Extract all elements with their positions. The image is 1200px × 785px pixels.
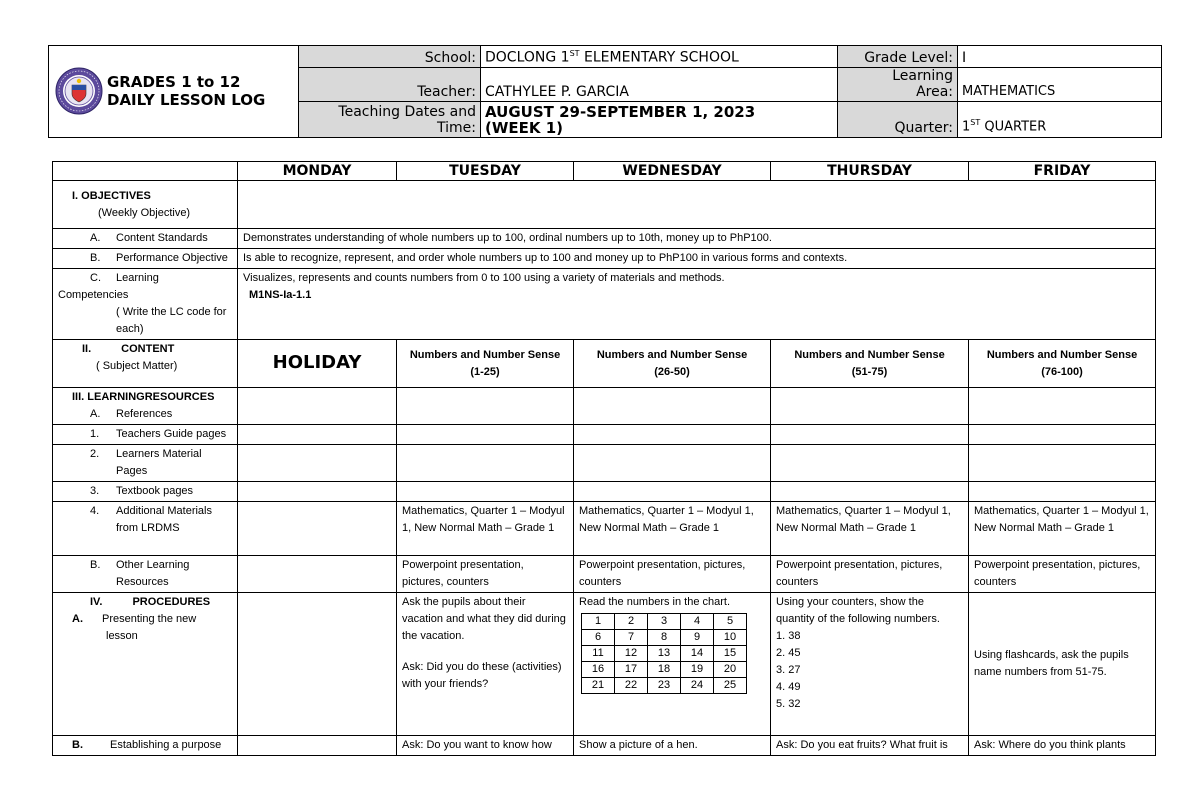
establishing-purpose-label: B. Establishing a purpose — [53, 736, 238, 756]
content-friday: Numbers and Number Sense (76-100) — [969, 340, 1156, 388]
establishing-purpose-tuesday: Ask: Do you want to know how — [397, 736, 574, 756]
objectives-sub: (Weekly Objective) — [98, 206, 191, 219]
content-standards-value: Demonstrates understanding of whole numbers up to 100, ordinal numbers up to 10th, money up to PhP100. — [238, 229, 1156, 249]
deped-seal-icon — [55, 67, 103, 115]
presenting-tuesday: Ask the pupils about their vacation and what they did during the vacation. Ask: Did you do these (activities) with your friends? — [397, 593, 574, 736]
teaching-dates-value: AUGUST 29-SEPTEMBER 1, 2023 (WEEK 1) — [481, 101, 838, 137]
textbook-pages-row — [53, 482, 1156, 502]
content-heading-cell: II. CONTENT ( Subject Matter) — [53, 340, 238, 388]
learning-resources-label: III. LEARNINGRESOURCES A. References — [53, 388, 238, 425]
quarter-label: Quarter: — [838, 101, 958, 137]
content-standards-label: A. Content Standards — [53, 229, 238, 249]
other-resources-tuesday: Powerpoint presentation, pictures, counters — [397, 556, 574, 593]
header-table — [48, 45, 1162, 138]
performance-objective-row — [53, 249, 1156, 269]
other-resources-label: B. Other Learning Resources — [53, 556, 238, 593]
procedures-presenting-row — [53, 593, 1156, 736]
lesson-log-table — [52, 161, 1156, 756]
procedures-label: IV. PROCEDURES A. Presenting the new lesson — [53, 593, 238, 736]
content-wednesday: Numbers and Number Sense (26-50) — [574, 340, 771, 388]
learners-material-label: 2. Learners Material Pages — [53, 445, 238, 482]
presenting-thursday: Using your counters, show the quantity of the following numbers. 1. 38 2. 45 3. 27 4. 49 5. 32 — [771, 593, 969, 736]
header-title-line1: GRADES 1 to 12 — [107, 73, 241, 92]
learners-material-row — [53, 445, 1156, 482]
textbook-pages-label: 3. Textbook pages — [53, 482, 238, 502]
day-friday: FRIDAY — [969, 162, 1156, 181]
header-title-line2: DAILY LESSON LOG — [107, 91, 266, 110]
header-title-cell — [49, 46, 299, 138]
additional-materials-thursday: Mathematics, Quarter 1 – Modyul 1, New Normal Math – Grade 1 — [771, 502, 969, 556]
additional-materials-friday: Mathematics, Quarter 1 – Modyul 1, New Normal Math – Grade 1 — [969, 502, 1156, 556]
numbers-chart: 1 2 3 4 5 6 7 8 9 10 11 12 13 14 15 16 17 18 19 20 21 22 23 24 25 — [581, 613, 747, 694]
additional-materials-label: 4. Additional Materials from LRDMS — [53, 502, 238, 556]
presenting-friday: Using flashcards, ask the pupils name numbers from 51-75. — [969, 593, 1156, 736]
day-header-row — [53, 162, 1156, 181]
objectives-row — [53, 181, 1156, 229]
other-resources-row — [53, 556, 1156, 593]
establishing-purpose-thursday: Ask: Do you eat fruits? What fruit is — [771, 736, 969, 756]
teacher-label: Teacher: — [299, 67, 481, 101]
performance-objective-label: B. Performance Objective — [53, 249, 238, 269]
content-row — [53, 340, 1156, 388]
other-resources-wednesday: Powerpoint presentation, pictures, counters — [574, 556, 771, 593]
additional-materials-tuesday: Mathematics, Quarter 1 – Modyul 1, New Normal Math – Grade 1 — [397, 502, 574, 556]
learning-competencies-value: Visualizes, represents and counts numbers from 0 to 100 using a variety of materials and methods. M1NS-Ia-1.1 — [238, 269, 1156, 340]
establishing-purpose-row — [53, 736, 1156, 756]
day-tuesday: TUESDAY — [397, 162, 574, 181]
day-thursday: THURSDAY — [771, 162, 969, 181]
grade-level-label: Grade Level: — [838, 46, 958, 68]
teachers-guide-row — [53, 425, 1156, 445]
day-wednesday: WEDNESDAY — [574, 162, 771, 181]
learning-area-label: Learning Area: — [838, 67, 958, 101]
lc-code: M1NS-Ia-1.1 — [249, 289, 312, 301]
quarter-value: 1ST QUARTER — [958, 101, 1162, 137]
other-resources-friday: Powerpoint presentation, pictures, counters — [969, 556, 1156, 593]
learning-resources-row — [53, 388, 1156, 425]
content-tuesday: Numbers and Number Sense (1-25) — [397, 340, 574, 388]
additional-materials-row — [53, 502, 1156, 556]
presenting-monday — [238, 593, 397, 736]
content-thursday: Numbers and Number Sense (51-75) — [771, 340, 969, 388]
establishing-purpose-friday: Ask: Where do you think plants — [969, 736, 1156, 756]
school-value: DOCLONG 1ST ELEMENTARY SCHOOL — [481, 46, 838, 68]
teachers-guide-label: 1. Teachers Guide pages — [53, 425, 238, 445]
objectives-heading-cell — [53, 181, 238, 229]
learning-competencies-row — [53, 269, 1156, 340]
objectives-heading: I. OBJECTIVES — [72, 189, 151, 202]
other-resources-thursday: Powerpoint presentation, pictures, counters — [771, 556, 969, 593]
blank-corner-cell — [53, 162, 238, 181]
content-standards-row — [53, 229, 1156, 249]
grade-level-value: I — [958, 46, 1162, 68]
presenting-wednesday: Read the numbers in the chart. 1 2 3 4 5 6 7 8 9 10 11 12 13 14 15 16 17 18 19 20 21 22 23 24 25 — [574, 593, 771, 736]
school-label: School: — [299, 46, 481, 68]
objectives-weekly-cell — [238, 181, 1156, 229]
performance-objective-value: Is able to recognize, represent, and order whole numbers up to 100 and money up to PhP100 in various forms and contexts. — [238, 249, 1156, 269]
additional-materials-wednesday: Mathematics, Quarter 1 – Modyul 1, New Normal Math – Grade 1 — [574, 502, 771, 556]
teaching-dates-label: Teaching Dates and Time: — [299, 101, 481, 137]
establishing-purpose-wednesday: Show a picture of a hen. — [574, 736, 771, 756]
learning-area-value: MATHEMATICS — [958, 67, 1162, 101]
day-monday: MONDAY — [238, 162, 397, 181]
content-monday: HOLIDAY — [238, 340, 397, 388]
teacher-value: CATHYLEE P. GARCIA — [481, 67, 838, 101]
learning-competencies-label: C. Learning Competencies ( Write the LC code for each) — [53, 269, 238, 340]
